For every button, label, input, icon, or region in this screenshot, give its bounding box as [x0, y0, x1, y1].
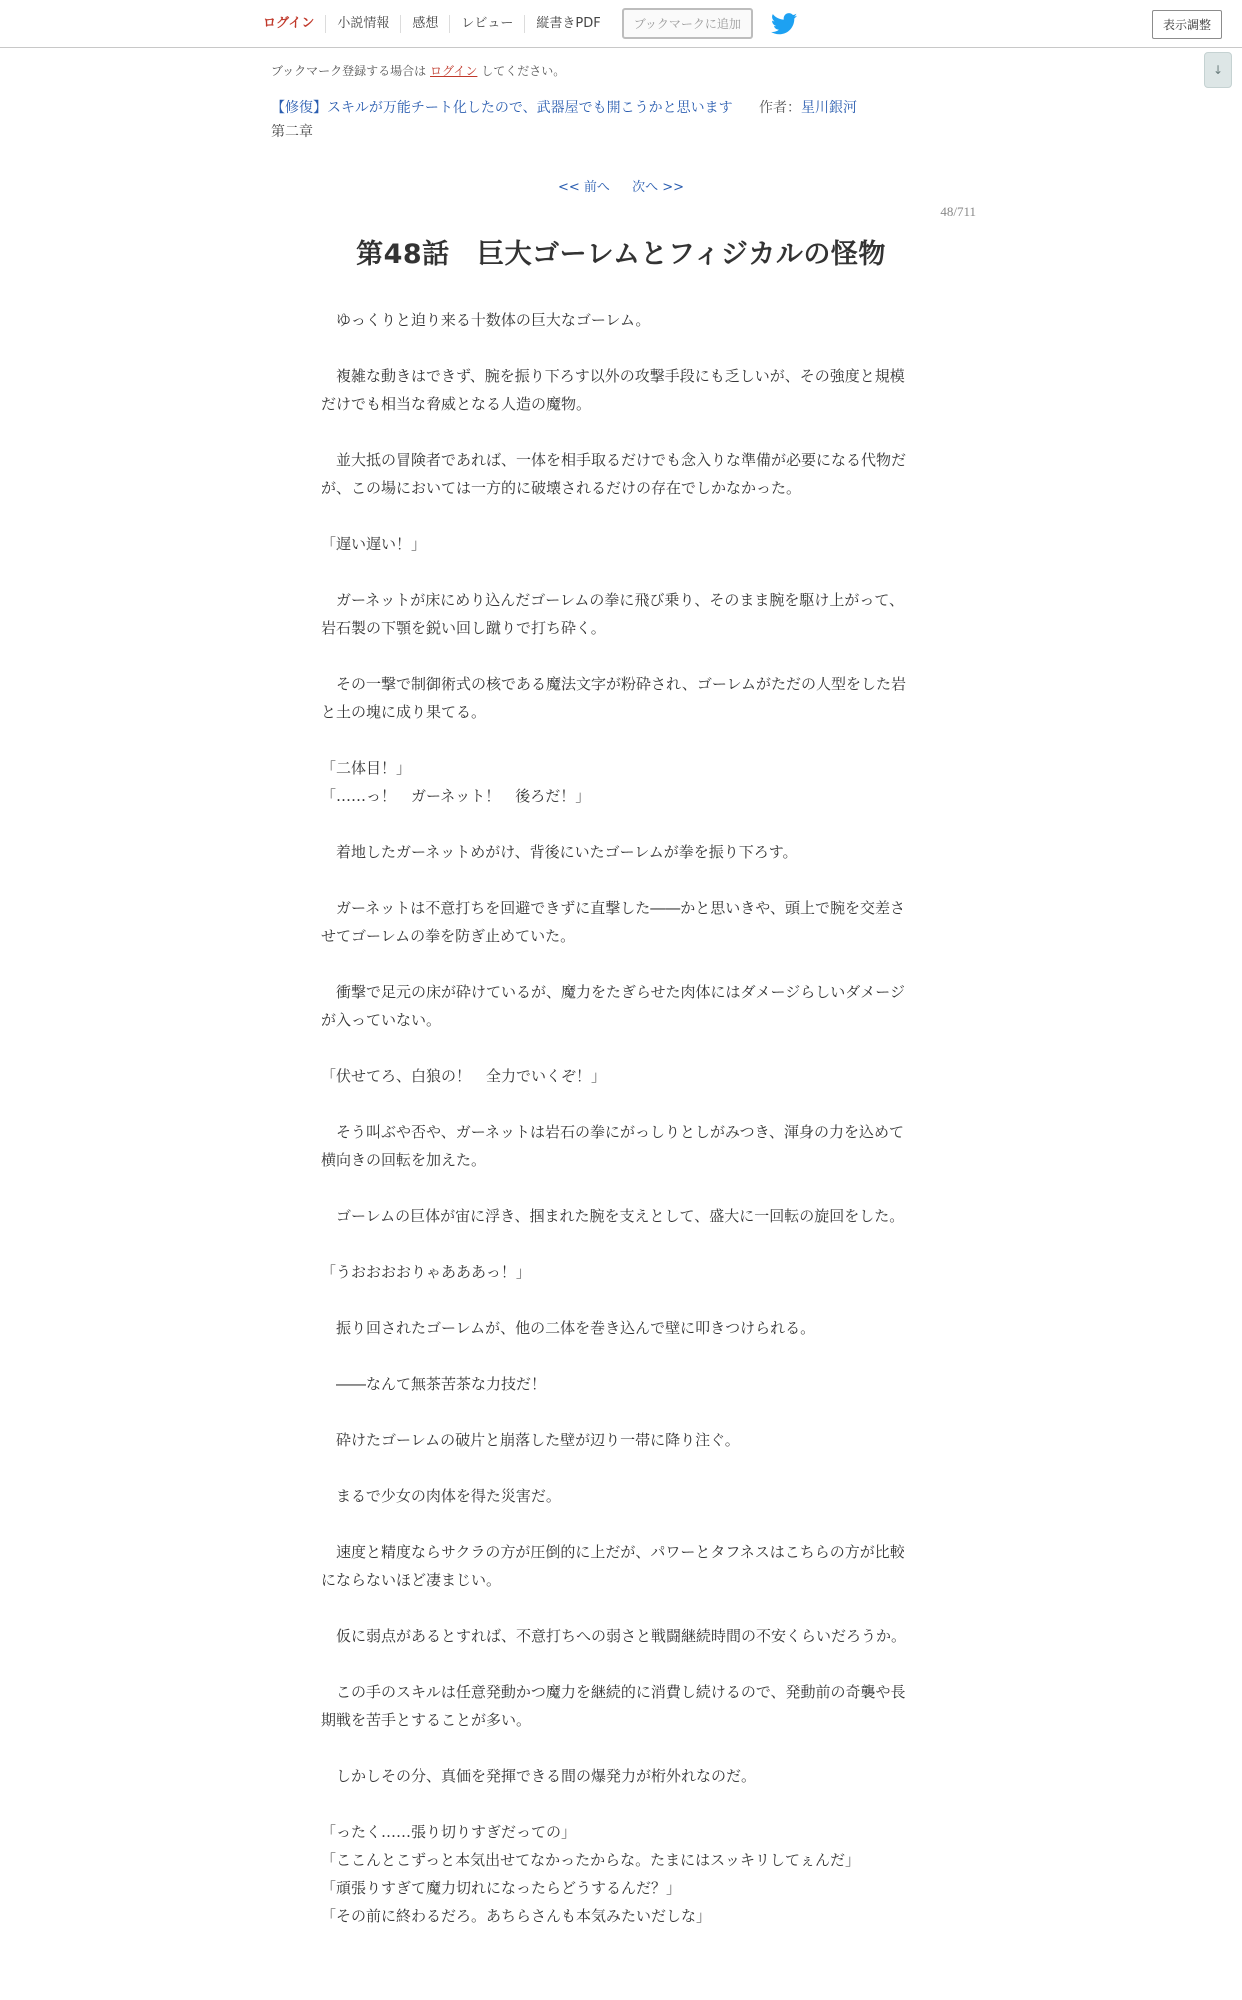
paragraph-gap: [321, 1454, 916, 1482]
paragraph-gap: [321, 1230, 916, 1258]
paragraph-gap: [321, 502, 916, 530]
paragraph: まるで少女の肉体を得た災害だ。: [321, 1487, 561, 1505]
pager: [0, 176, 1242, 195]
next-link[interactable]: 次へ >>: [632, 180, 684, 195]
paragraph-gap: [321, 1090, 916, 1118]
paragraph: 「伏せてろ、白狼の！ 全力でいくぞ！」: [321, 1067, 607, 1085]
paragraph: 砕けたゴーレムの破片と崩落した壁が辺り一帯に降り注ぐ。: [321, 1431, 740, 1449]
paragraph-gap: [321, 1510, 916, 1538]
add-bookmark-button[interactable]: ブックマークに追加: [622, 8, 753, 39]
paragraph-gap: [321, 1734, 916, 1762]
twitter-icon[interactable]: [771, 13, 797, 35]
paragraph-gap: [321, 642, 916, 670]
nav-impressions[interactable]: 感想: [400, 15, 449, 33]
paragraph: 仮に弱点があるとすれば、不意打ちへの弱さと戦闘継続時間の不安くらいだろうか。: [321, 1627, 907, 1645]
notice-prefix: ブックマーク登録する場合は: [271, 64, 427, 78]
notice-login-link[interactable]: ログイン: [430, 64, 478, 78]
paragraph: 「頑張りすぎて魔力切れになったらどうするんだ？」: [321, 1879, 682, 1897]
paragraph-gap: [321, 1790, 916, 1818]
author-link[interactable]: 星川銀河: [801, 100, 858, 116]
display-adjust-button[interactable]: 表示調整: [1152, 10, 1222, 39]
nav-vertical-pdf[interactable]: 縦書きPDF: [524, 15, 611, 33]
episode-progress: 48/711: [940, 204, 976, 219]
chapter-label: 第二章: [271, 124, 313, 140]
paragraph: その一撃で制御術式の核である魔法文字が粉砕され、ゴーレムがただの人型をした岩と土の塊に成り果てる。: [321, 675, 907, 721]
paragraph: ――なんて無茶苦茶な力技だ！: [321, 1375, 547, 1393]
paragraph: 速度と精度ならサクラの方が圧倒的に上だが、パワーとタフネスはこちらの方が比較にならないほど凄まじい。: [321, 1543, 905, 1589]
paragraph: 着地したガーネットめがけ、背後にいたゴーレムが拳を振り下ろす。: [321, 843, 798, 861]
nav-login[interactable]: ログイン: [263, 15, 315, 31]
bookmark-login-notice: [271, 62, 565, 79]
paragraph-gap: [321, 726, 916, 754]
top-header: [0, 0, 1242, 48]
paragraph-gap: [321, 1342, 916, 1370]
paragraph-gap: [321, 1594, 916, 1622]
paragraph: ゆっくりと迫り来る十数体の巨大なゴーレム。: [321, 311, 651, 329]
paragraph-gap: [321, 1650, 916, 1678]
paragraph: 「二体目！」: [321, 759, 412, 777]
paragraph: そう叫ぶや否や、ガーネットは岩石の拳にがっしりとしがみつき、渾身の力を込めて横向きの回転を加えた。: [321, 1123, 905, 1169]
paragraph-gap: [321, 1174, 916, 1202]
novel-body: [321, 306, 916, 1930]
nav-novel-info[interactable]: 小説情報: [325, 15, 400, 33]
paragraph-gap: [321, 866, 916, 894]
paragraph: 「その前に終わるだろ。あちらさんも本気みたいだしな」: [321, 1907, 712, 1925]
prev-link[interactable]: << 前へ: [558, 180, 610, 195]
paragraph-gap: [321, 950, 916, 978]
paragraph-gap: [321, 558, 916, 586]
nav-review[interactable]: レビュー: [449, 15, 524, 33]
episode-title: 第48話 巨大ゴーレムとフィジカルの怪物: [356, 239, 886, 270]
paragraph-gap: [321, 418, 916, 446]
paragraph: ガーネットは不意打ちを回避できずに直撃した――かと思いきや、頭上で腕を交差させてゴーレムの拳を防ぎ止めていた。: [321, 899, 905, 945]
paragraph: しかしその分、真価を発揮できる間の爆発力が桁外れなのだ。: [321, 1767, 757, 1785]
header-nav: [252, 0, 797, 47]
paragraph: 「ったく……張り切りすぎだっての」: [321, 1823, 577, 1841]
paragraph: この手のスキルは任意発動かつ魔力を継続的に消費し続けるので、発動前の奇襲や長期戦を苦手とすることが多い。: [321, 1683, 906, 1729]
paragraph-gap: [321, 334, 916, 362]
paragraph-gap: [321, 1398, 916, 1426]
paragraph: 複雑な動きはできず、腕を振り下ろす以外の攻撃手段にも乏しいが、その強度と規模だけでも相当な脅威となる人造の魔物。: [321, 367, 905, 413]
paragraph: 衝撃で足元の床が砕けているが、魔力をたぎらせた肉体にはダメージらしいダメージが入っていない。: [321, 983, 905, 1029]
paragraph: 振り回されたゴーレムが、他の二体を巻き込んで壁に叩きつけられる。: [321, 1319, 816, 1337]
series-title-link[interactable]: 【修復】スキルが万能チート化したので、武器屋でも開こうかと思います: [271, 100, 733, 116]
paragraph: 「……っ！ ガーネット！ 後ろだ！」: [321, 787, 591, 805]
paragraph-gap: [321, 1034, 916, 1062]
paragraph: 並大抵の冒険者であれば、一体を相手取るだけでも念入りな準備が必要になる代物だが、この場においては一方的に破壊されるだけの存在でしかなかった。: [321, 451, 907, 497]
paragraph: ガーネットが床にめり込んだゴーレムの拳に飛び乗り、そのまま腕を駆け上がって、岩石製の下顎を鋭い回し蹴りで打ち砕く。: [321, 591, 905, 637]
paragraph: 「遅い遅い！」: [321, 535, 427, 553]
author-label: 作者：: [759, 100, 802, 116]
paragraph: 「うおおおおりゃあああっ！」: [321, 1263, 531, 1281]
paragraph-gap: [321, 810, 916, 838]
paragraph: ゴーレムの巨体が宙に浮き、掴まれた腕を支えとして、盛大に一回転の旋回をした。: [321, 1207, 905, 1225]
paragraph-gap: [321, 1286, 916, 1314]
scroll-down-button[interactable]: ↓: [1204, 52, 1232, 88]
series-info: [271, 97, 857, 117]
notice-suffix: してください。: [481, 64, 566, 78]
paragraph: 「ここんとこずっと本気出せてなかったからな。たまにはスッキリしてぇんだ」: [321, 1851, 860, 1869]
